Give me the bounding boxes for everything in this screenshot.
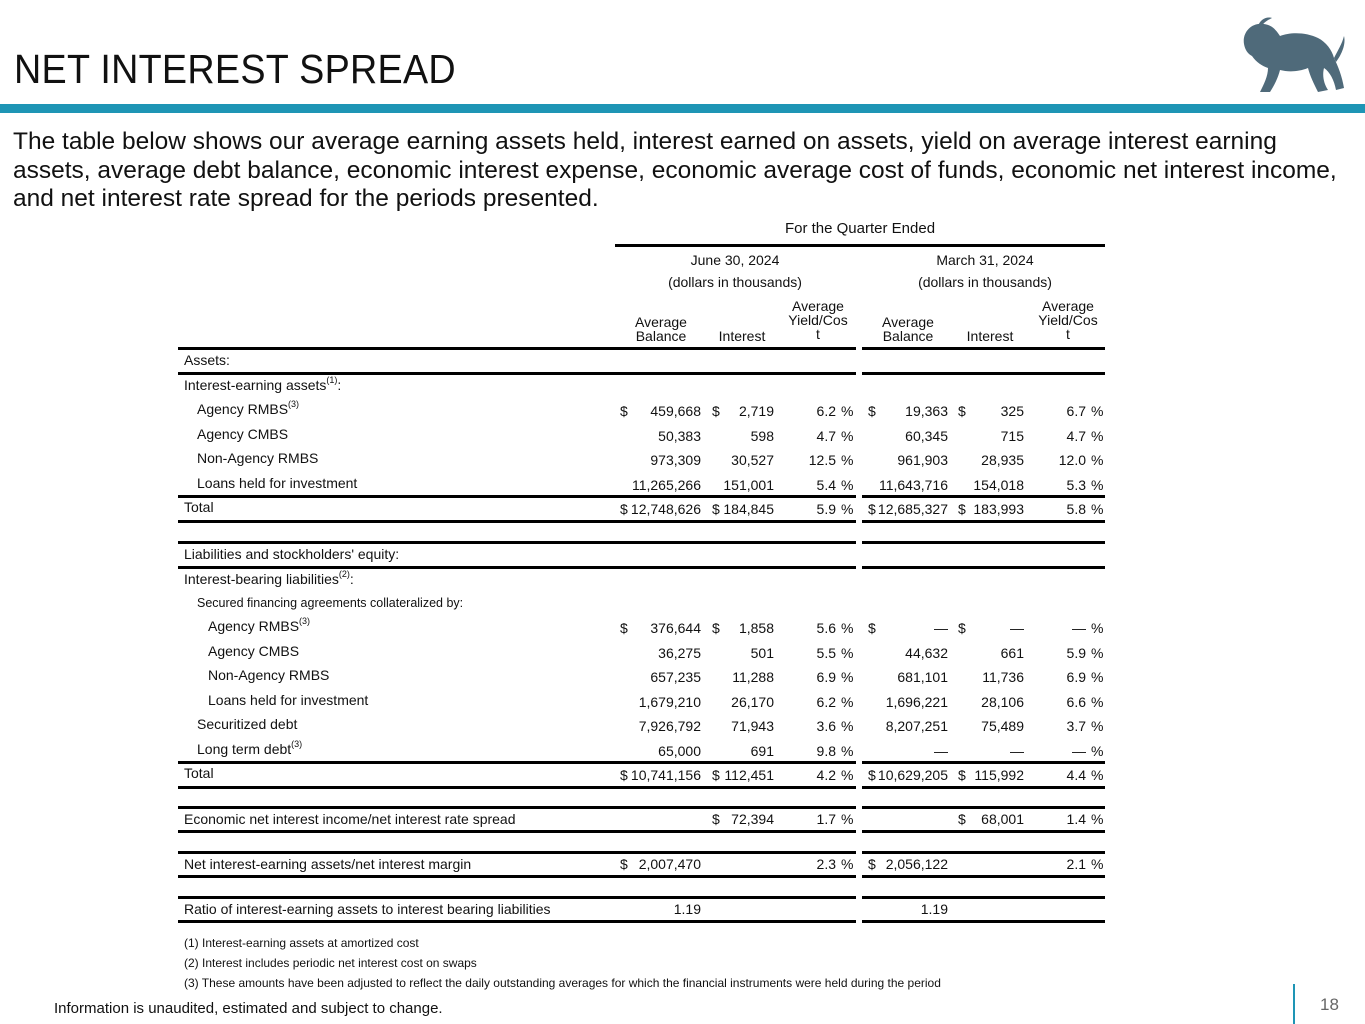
column-header: Average Yield/Cos t: [1038, 298, 1098, 342]
summary-top-rule: [178, 896, 856, 899]
yield-jun: 5.9: [816, 501, 836, 517]
column-header-rule: [178, 347, 856, 350]
asset-row-label: [197, 475, 357, 491]
interest-jun: 30,527: [731, 452, 774, 468]
liability-row-label-text: Agency CMBS: [208, 643, 300, 659]
avg-balance-mar: 11,643,716: [878, 477, 948, 493]
percent-sign: %: [1091, 811, 1104, 827]
total-bottom-rule: [178, 786, 856, 789]
summary-top-rule: [862, 806, 1105, 809]
avg-balance-mar: 1.19: [920, 901, 948, 917]
dollar-sign: $: [620, 767, 628, 783]
yield-jun: 2.3: [816, 856, 836, 872]
interest-mar: 715: [1000, 428, 1024, 444]
dollar-sign: $: [868, 501, 876, 517]
summary-top-rule: [178, 851, 856, 854]
section-rule: [178, 541, 856, 544]
sfa-label: Secured financing agreements collateralized by:: [197, 596, 464, 610]
summary-label: Ratio of interest-earning assets to interest bearing liabilities: [184, 901, 551, 917]
column-header: Average Yield/Cos t: [788, 298, 848, 342]
section-rule: [862, 372, 1105, 375]
yield-jun: 6.9: [816, 669, 836, 685]
period-date: June 30, 2024: [690, 252, 780, 268]
interest-mar: 661: [1000, 645, 1024, 661]
avg-balance-jun: 11,265,266: [631, 477, 701, 493]
avg-balance-mar: 44,632: [905, 645, 948, 661]
summary-bottom-rule: [862, 875, 1105, 878]
dollar-sign: $: [958, 811, 966, 827]
interest-mar: —: [1010, 743, 1024, 759]
liability-row-label: [208, 618, 310, 634]
column-header-rule: [862, 347, 1105, 350]
dollar-sign: $: [712, 811, 720, 827]
interest-mar: 115,992: [974, 767, 1024, 783]
yield-jun: 3.6: [816, 718, 836, 734]
summary-bottom-rule: [178, 875, 856, 878]
avg-balance-mar: 1,696,221: [885, 694, 948, 710]
percent-sign: %: [841, 645, 854, 661]
percent-sign: %: [1091, 718, 1104, 734]
liability-row-label: [197, 716, 297, 732]
quarter-header: For the Quarter Ended: [784, 220, 936, 237]
footnote: (1) Interest-earning assets at amortized cost: [184, 936, 419, 950]
footnote: (2) Interest includes periodic net interest cost on swaps: [184, 956, 477, 970]
dollar-sign: $: [712, 620, 720, 636]
dollar-sign: $: [620, 403, 628, 419]
summary-label: Economic net interest income/net interest rate spread: [184, 811, 516, 827]
column-header: Interest: [966, 328, 1014, 344]
interest-jun: 184,845: [723, 501, 774, 517]
liability-row-label-text: Securitized debt: [197, 716, 298, 732]
yield-mar: 2.1: [1066, 856, 1086, 872]
avg-balance-mar: 681,101: [897, 669, 948, 685]
footnote: (3) These amounts have been adjusted to reflect the daily outstanding averages for which the financial instruments were held during the period: [184, 976, 941, 990]
liability-row-label-text: Loans held for investment: [208, 692, 369, 708]
percent-sign: %: [841, 718, 854, 734]
interest-mar: 68,001: [981, 811, 1024, 827]
interest-jun: 72,394: [731, 811, 774, 827]
avg-balance-mar: 10,629,205: [877, 767, 948, 783]
dollar-sign: $: [868, 856, 876, 872]
assets-label: [184, 352, 230, 368]
percent-sign: %: [841, 811, 854, 827]
column-header: Average Balance: [635, 314, 687, 344]
summary-bottom-rule: [862, 830, 1105, 833]
percent-sign: %: [1091, 452, 1104, 468]
percent-sign: %: [841, 856, 854, 872]
interest-mar: 11,736: [982, 669, 1024, 685]
yield-mar: 6.9: [1066, 669, 1086, 685]
percent-sign: %: [1091, 620, 1104, 636]
dollar-sign: $: [712, 501, 720, 517]
percent-sign: %: [841, 620, 854, 636]
percent-sign: %: [1091, 645, 1104, 661]
yield-mar: 4.7: [1066, 428, 1086, 444]
avg-balance-jun: 376,644: [650, 620, 701, 636]
avg-balance-mar: 961,903: [897, 452, 948, 468]
avg-balance-jun: 657,235: [650, 669, 701, 685]
footnote-ref: (3): [288, 399, 300, 409]
yield-mar: 5.8: [1066, 501, 1086, 517]
intro-paragraph: The table below shows our average earning assets held, interest earned on assets, yield on average interest earning assets, average debt balance, economic interest expense, economic average cost of funds, economic net interest income, and net interest rate spread for the periods presented.: [13, 128, 1337, 212]
avg-balance-mar: 19,363: [905, 403, 948, 419]
liability-row-label: [208, 692, 368, 708]
total-bottom-rule: [178, 520, 856, 523]
dollar-sign: $: [958, 767, 966, 783]
liability-row-label-text: Non-Agency RMBS: [208, 667, 330, 683]
yield-jun: 6.2: [816, 694, 836, 710]
yield-mar: 3.7: [1066, 718, 1086, 734]
yield-mar: 4.4: [1066, 767, 1086, 783]
period-date: March 31, 2024: [936, 252, 1034, 268]
percent-sign: %: [841, 694, 854, 710]
dollar-sign: $: [712, 403, 720, 419]
asset-row-label: [197, 426, 288, 442]
avg-balance-jun: 36,275: [658, 645, 701, 661]
summary-top-rule: [862, 851, 1105, 854]
iea-label-text: Interest-earning assets: [184, 377, 327, 393]
percent-sign: %: [1091, 694, 1104, 710]
yield-mar: 5.9: [1066, 645, 1086, 661]
avg-balance-jun: 10,741,156: [630, 767, 701, 783]
summary-bottom-rule: [862, 920, 1105, 923]
avg-balance-mar: 2,056,122: [885, 856, 948, 872]
percent-sign: %: [1091, 477, 1104, 493]
asset-row-label-text: Agency CMBS: [197, 426, 289, 442]
dollar-sign: $: [620, 620, 628, 636]
footnote-ref: (3): [299, 616, 311, 626]
avg-balance-mar: —: [934, 620, 948, 636]
avg-balance-jun: 973,309: [650, 452, 701, 468]
percent-sign: %: [1091, 743, 1104, 759]
percent-sign: %: [841, 767, 854, 783]
total-bottom-rule: [862, 520, 1105, 523]
interest-mar: 183,993: [973, 501, 1024, 517]
interest-jun: 71,943: [731, 718, 774, 734]
summary-top-rule: [862, 896, 1105, 899]
interest-jun: 2,719: [738, 403, 774, 419]
percent-sign: %: [1091, 428, 1104, 444]
dollar-sign: $: [958, 403, 966, 419]
total-rule: [862, 495, 1105, 498]
period-units: (dollars in thousands): [668, 274, 802, 290]
liability-row-label: [208, 643, 299, 659]
asset-row-label: [197, 401, 299, 417]
total-label: Total: [184, 765, 214, 781]
yield-jun: 12.5: [808, 452, 836, 468]
percent-sign: %: [841, 403, 854, 419]
yield-mar: 12.0: [1058, 452, 1086, 468]
liability-row-label: [197, 741, 302, 757]
percent-sign: %: [1091, 767, 1104, 783]
percent-sign: %: [1091, 856, 1104, 872]
total-rule: [862, 761, 1105, 764]
interest-mar: 75,489: [981, 718, 1024, 734]
avg-balance-jun: 65,000: [658, 743, 701, 759]
period-units: (dollars in thousands): [918, 274, 1052, 290]
page-divider: [1293, 984, 1295, 1024]
dollar-sign: $: [868, 620, 876, 636]
percent-sign: %: [841, 452, 854, 468]
avg-balance-jun: 2,007,470: [638, 856, 701, 872]
liabilities-label: Liabilities and stockholders' equity:: [184, 546, 400, 562]
ibl-label: [184, 571, 354, 587]
yield-mar: —: [1072, 743, 1086, 759]
accent-bar: [0, 104, 1365, 113]
interest-jun: 11,288: [732, 669, 774, 685]
avg-balance-jun: 1.19: [673, 901, 701, 917]
interest-jun: 151,001: [723, 477, 774, 493]
footnote-ref: (2): [338, 569, 350, 579]
percent-sign: %: [841, 501, 854, 517]
section-rule: [862, 541, 1105, 544]
asset-row-label: [197, 450, 318, 466]
avg-balance-jun: 50,383: [658, 428, 701, 444]
percent-sign: %: [1091, 501, 1104, 517]
dollar-sign: $: [958, 501, 966, 517]
lion-logo-icon: [1238, 14, 1346, 94]
section-rule: [178, 566, 856, 569]
header-rule: [615, 244, 1105, 247]
interest-jun: 1,858: [738, 620, 774, 636]
interest-mar: 325: [1000, 403, 1024, 419]
yield-jun: 9.8: [816, 743, 836, 759]
percent-sign: %: [1091, 669, 1104, 685]
section-rule: [178, 372, 856, 375]
avg-balance-jun: 7,926,792: [638, 718, 701, 734]
dollar-sign: $: [958, 620, 966, 636]
interest-jun: 598: [750, 428, 774, 444]
asset-row-label-text: Agency RMBS: [197, 401, 289, 417]
summary-bottom-rule: [178, 920, 856, 923]
yield-mar: 6.6: [1066, 694, 1086, 710]
dollar-sign: $: [620, 856, 628, 872]
yield-mar: 1.4: [1066, 811, 1086, 827]
asset-row-label-text: Loans held for investment: [197, 475, 358, 491]
avg-balance-mar: 8,207,251: [885, 718, 948, 734]
avg-balance-jun: 12,748,626: [630, 501, 701, 517]
avg-balance-jun: 459,668: [650, 403, 701, 419]
interest-mar: 154,018: [973, 477, 1024, 493]
page-number: 18: [1320, 995, 1339, 1014]
yield-jun: 6.2: [816, 403, 836, 419]
yield-jun: 4.7: [816, 428, 836, 444]
summary-label: Net interest-earning assets/net interest margin: [184, 856, 472, 872]
liability-row-label: [208, 667, 329, 683]
percent-sign: %: [841, 743, 854, 759]
percent-sign: %: [841, 669, 854, 685]
total-bottom-rule: [862, 786, 1105, 789]
yield-jun: 1.7: [816, 811, 836, 827]
total-rule: [178, 495, 856, 498]
interest-jun: 691: [750, 743, 774, 759]
avg-balance-mar: —: [934, 743, 948, 759]
yield-jun: 5.4: [816, 477, 836, 493]
percent-sign: %: [1091, 403, 1104, 419]
avg-balance-mar: 12,685,327: [877, 501, 948, 517]
footnote-ref: (3): [291, 739, 303, 749]
summary-bottom-rule: [178, 830, 856, 833]
asset-row-label-text: Non-Agency RMBS: [197, 450, 319, 466]
interest-mar: 28,935: [981, 452, 1024, 468]
liability-row-label-text: Long term debt: [197, 741, 292, 757]
interest-mar: —: [1010, 620, 1024, 636]
yield-jun: 5.5: [816, 645, 836, 661]
section-rule: [862, 566, 1105, 569]
yield-mar: 6.7: [1066, 403, 1086, 419]
dollar-sign: $: [868, 403, 876, 419]
total-rule: [178, 761, 856, 764]
interest-jun: 501: [750, 645, 774, 661]
dollar-sign: $: [712, 767, 720, 783]
avg-balance-mar: 60,345: [905, 428, 948, 444]
dollar-sign: $: [868, 767, 876, 783]
yield-jun: 4.2: [816, 767, 836, 783]
colon: :: [349, 571, 354, 587]
percent-sign: %: [841, 477, 854, 493]
dollar-sign: $: [620, 501, 628, 517]
liability-row-label-text: Agency RMBS: [208, 618, 300, 634]
disclaimer: Information is unaudited, estimated and subject to change.: [54, 1000, 443, 1017]
interest-mar: 28,106: [981, 694, 1024, 710]
column-header: Interest: [718, 328, 766, 344]
column-header: Average Balance: [882, 314, 934, 344]
interest-jun: 112,451: [724, 767, 774, 783]
total-label: Total: [184, 499, 214, 515]
yield-mar: 5.3: [1066, 477, 1086, 493]
assets-label-text: Assets:: [184, 352, 230, 368]
colon: :: [337, 377, 342, 393]
avg-balance-jun: 1,679,210: [638, 694, 701, 710]
percent-sign: %: [841, 428, 854, 444]
ibl-label-text: Interest-bearing liabilities: [184, 571, 339, 587]
summary-top-rule: [178, 806, 856, 809]
page-title: NET INTEREST SPREAD: [14, 46, 456, 92]
yield-mar: —: [1072, 620, 1086, 636]
footnote-ref: (1): [326, 375, 338, 385]
iea-label: [184, 377, 341, 393]
interest-jun: 26,170: [731, 694, 774, 710]
yield-jun: 5.6: [816, 620, 836, 636]
